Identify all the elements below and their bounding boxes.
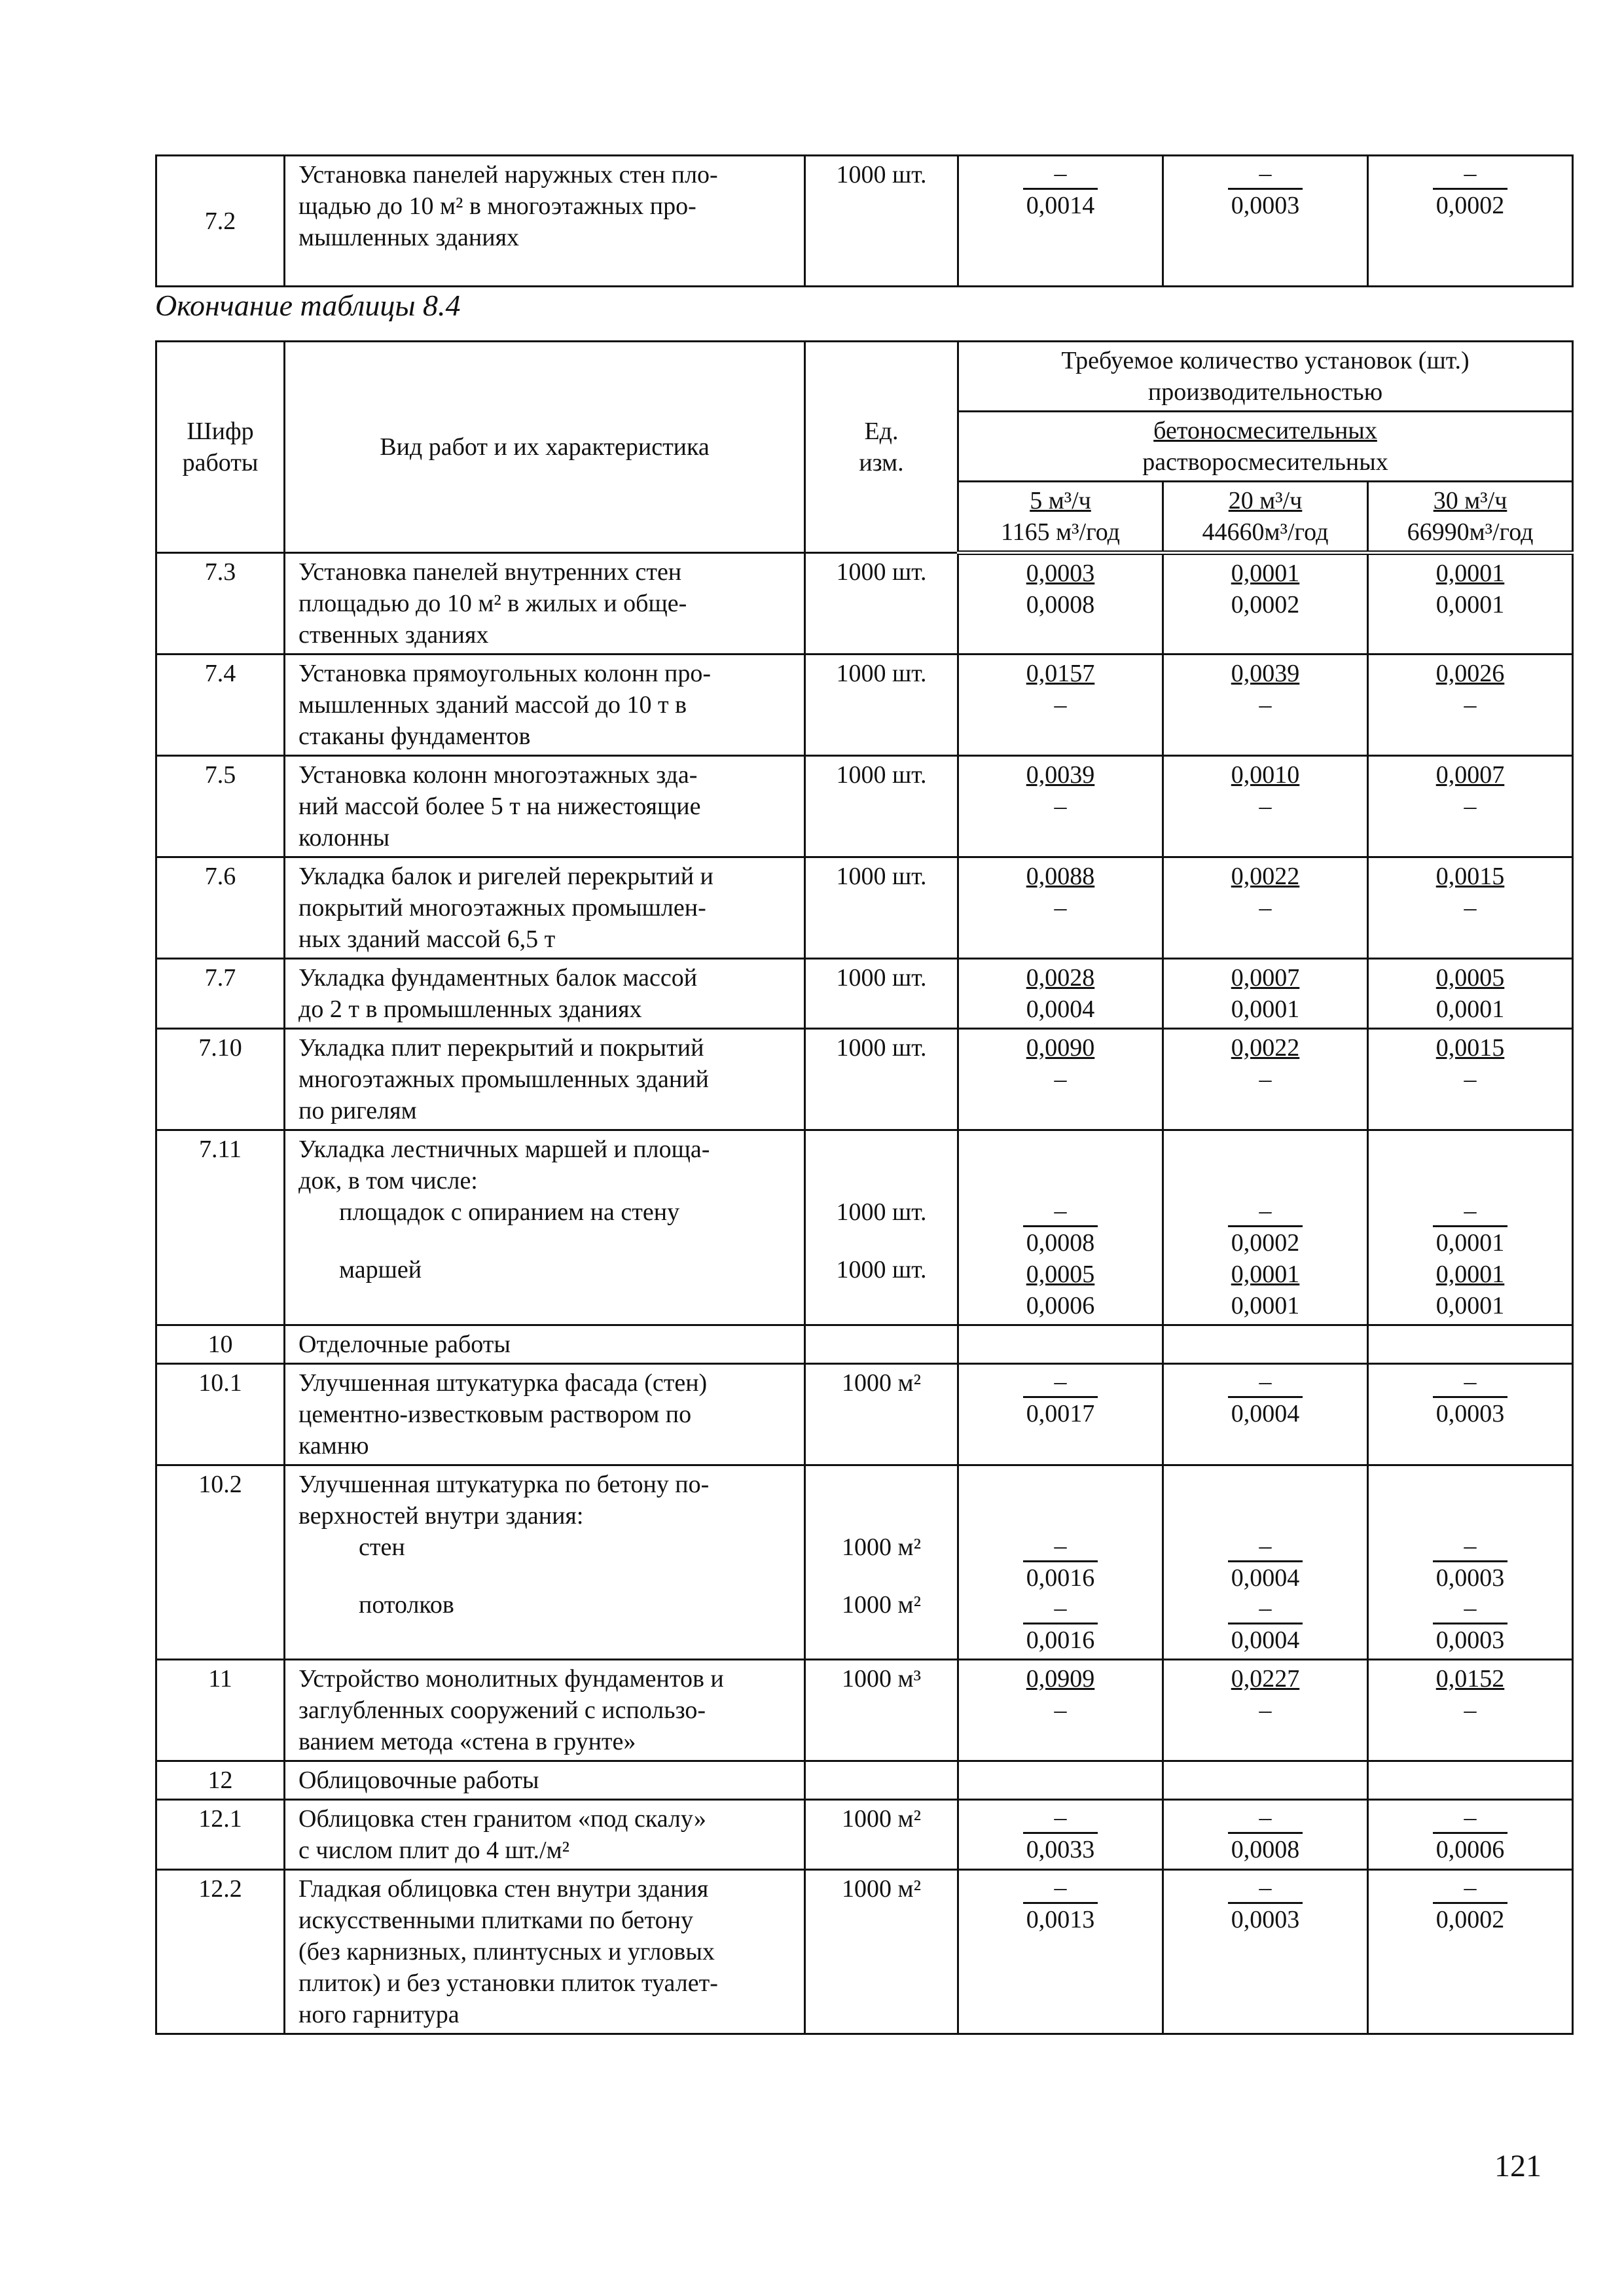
header-mixers: бетоносмесительных растворосмесительных [958, 412, 1573, 482]
value-cell: 0,0028 0,0004 [958, 959, 1163, 1029]
work-description: Установка панелей наружных стен пло- щадью до 10 м² в многоэтажных про- мышленных зданиях [285, 156, 805, 287]
table-row [156, 756, 1573, 857]
value-cell: 0,0007 0,0001 [1163, 959, 1368, 1029]
table-row [156, 1660, 1573, 1761]
value-cell: 0,0088 – [958, 857, 1163, 959]
value-cell: – 0,0016 – 0,0016 [958, 1465, 1163, 1660]
value-cell: 0,0010 – [1163, 756, 1368, 857]
value-cell: 0,0003 0,0008 [958, 553, 1163, 655]
work-description: Укладка лестничных маршей и площа- док, в том числе: площадок с опиранием на стену маршей [285, 1130, 805, 1325]
table-row [156, 1761, 1573, 1800]
value-cell: 0,0022 – [1163, 1029, 1368, 1130]
value-cell: 0,0001 0,0002 [1163, 553, 1368, 655]
value-cell: – 0,0006 [1368, 1800, 1573, 1870]
work-description: Укладка балок и ригелей перекрытий и покрытий многоэтажных промышлен- ных зданий массой 6,5 т [285, 857, 805, 959]
work-code: 12.2 [156, 1870, 285, 2034]
work-code: 7.5 [156, 756, 285, 857]
work-code: 7.6 [156, 857, 285, 959]
work-description: Установка панелей внутренних стен площадью до 10 м² в жилых и обще- ственных зданиях [285, 553, 805, 655]
value-cell: 0,0090 – [958, 1029, 1163, 1130]
table-row [156, 959, 1573, 1029]
table-row [156, 553, 1573, 655]
work-code: 7.2 [156, 156, 285, 287]
header-description: Вид работ и их характеристика [285, 342, 805, 553]
work-description: Установка прямоугольных колонн про- мышленных зданий массой до 10 т в стаканы фундаментов [285, 655, 805, 756]
table-row [156, 1325, 1573, 1364]
table-row [156, 1465, 1573, 1660]
unit: 1000 м² [805, 1870, 958, 2034]
unit: 1000 шт. [805, 756, 958, 857]
header-code: Шифр работы [156, 342, 285, 553]
table-row [156, 1870, 1573, 2034]
unit: 1000 шт. [805, 553, 958, 655]
work-code: 11 [156, 1660, 285, 1761]
table-caption: Окончание таблицы 8.4 [155, 289, 461, 322]
table-row [156, 156, 1573, 287]
value-cell: – 0,0013 [958, 1870, 1163, 2034]
section-code: 12 [156, 1761, 285, 1800]
unit: 1000 шт. [805, 857, 958, 959]
unit: 1000 м³ [805, 1660, 958, 1761]
work-description: Укладка фундаментных балок массой до 2 т в промышленных зданиях [285, 959, 805, 1029]
unit: 1000 шт. 1000 шт. [805, 1130, 958, 1325]
work-code: 7.3 [156, 553, 285, 655]
value-cell: 0,0015 – [1368, 1029, 1573, 1130]
value-cell: – 0,0003 [1368, 1364, 1573, 1465]
table-row [156, 1800, 1573, 1870]
value-cell: 0,0015 – [1368, 857, 1573, 959]
page-number: 121 [1494, 2149, 1542, 2183]
table-row [156, 655, 1573, 756]
header-group: Требуемое количество установок (шт.) производительностью [958, 342, 1573, 412]
value-cell: – 0,0002 [1368, 156, 1573, 287]
header-col-5: 5 м³/ч 1165 м³/год [958, 482, 1163, 553]
value-cell: 0,0039 – [1163, 655, 1368, 756]
work-code: 7.10 [156, 1029, 285, 1130]
value-cell: – 0,0003 [1163, 1870, 1368, 2034]
value-cell: 0,0039 – [958, 756, 1163, 857]
header-col-20: 20 м³/ч 44660м³/год [1163, 482, 1368, 553]
unit: 1000 шт. [805, 959, 958, 1029]
value-cell: – 0,0002 0,0001 0,0001 [1163, 1130, 1368, 1325]
header-col-30: 30 м³/ч 66990м³/год [1368, 482, 1573, 553]
value-cell: 0,0005 0,0001 [1368, 959, 1573, 1029]
work-description: Улучшенная штукатурка фасада (стен) цементно-известковым раствором по камню [285, 1364, 805, 1465]
header-unit: Ед. изм. [805, 342, 958, 553]
unit: 1000 шт. [805, 655, 958, 756]
value-cell: – 0,0017 [958, 1364, 1163, 1465]
data-table [155, 340, 1574, 2035]
unit: 1000 м² [805, 1800, 958, 1870]
value-cell: 0,0909 – [958, 1660, 1163, 1761]
header-row [156, 342, 1573, 412]
value-cell: – 0,0003 – 0,0003 [1368, 1465, 1573, 1660]
table-row [156, 1029, 1573, 1130]
section-title: Облицовочные работы [285, 1761, 805, 1800]
unit: 1000 шт. [805, 1029, 958, 1130]
work-code: 7.7 [156, 959, 285, 1029]
table-row [156, 857, 1573, 959]
value-cell: – 0,0002 [1368, 1870, 1573, 2034]
value-cell: 0,0152 – [1368, 1660, 1573, 1761]
value-cell: 0,0227 – [1163, 1660, 1368, 1761]
unit: 1000 м² 1000 м² [805, 1465, 958, 1660]
table-row [156, 1364, 1573, 1465]
section-code: 10 [156, 1325, 285, 1364]
unit: 1000 м² [805, 1364, 958, 1465]
value-cell: – 0,0008 0,0005 0,0006 [958, 1130, 1163, 1325]
unit: 1000 шт. [805, 156, 958, 287]
section-title: Отделочные работы [285, 1325, 805, 1364]
work-description: Устройство монолитных фундаментов и заглубленных сооружений с использо- ванием метода «стена в грунте» [285, 1660, 805, 1761]
value-cell: 0,0007 – [1368, 756, 1573, 857]
work-description: Установка колонн многоэтажных зда- ний массой более 5 т на нижестоящие колонны [285, 756, 805, 857]
table-row [156, 1130, 1573, 1325]
continued-table-top [155, 154, 1574, 287]
work-description: Улучшенная штукатурка по бетону по- верхностей внутри здания: стен потолков [285, 1465, 805, 1660]
value-cell: 0,0157 – [958, 655, 1163, 756]
value-cell: – 0,0033 [958, 1800, 1163, 1870]
value-cell: 0,0022 – [1163, 857, 1368, 959]
work-description: Облицовка стен гранитом «под скалу» с числом плит до 4 шт./м² [285, 1800, 805, 1870]
work-code: 7.11 [156, 1130, 285, 1325]
work-code: 7.4 [156, 655, 285, 756]
work-code: 12.1 [156, 1800, 285, 1870]
work-code: 10.2 [156, 1465, 285, 1660]
value-cell: – 0,0004 [1163, 1364, 1368, 1465]
value-cell: 0,0001 0,0001 [1368, 553, 1573, 655]
value-cell: – 0,0004 – 0,0004 [1163, 1465, 1368, 1660]
value-cell: – 0,0003 [1163, 156, 1368, 287]
work-description: Укладка плит перекрытий и покрытий многоэтажных промышленных зданий по ригелям [285, 1029, 805, 1130]
value-cell: – 0,0001 0,0001 0,0001 [1368, 1130, 1573, 1325]
work-description: Гладкая облицовка стен внутри здания искусственными плитками по бетону (без карнизных, плинтусных и угловых плиток) и без установки плиток туалет- ного гарнитура [285, 1870, 805, 2034]
value-cell: 0,0026 – [1368, 655, 1573, 756]
value-cell: – 0,0014 [958, 156, 1163, 287]
work-code: 10.1 [156, 1364, 285, 1465]
value-cell: – 0,0008 [1163, 1800, 1368, 1870]
